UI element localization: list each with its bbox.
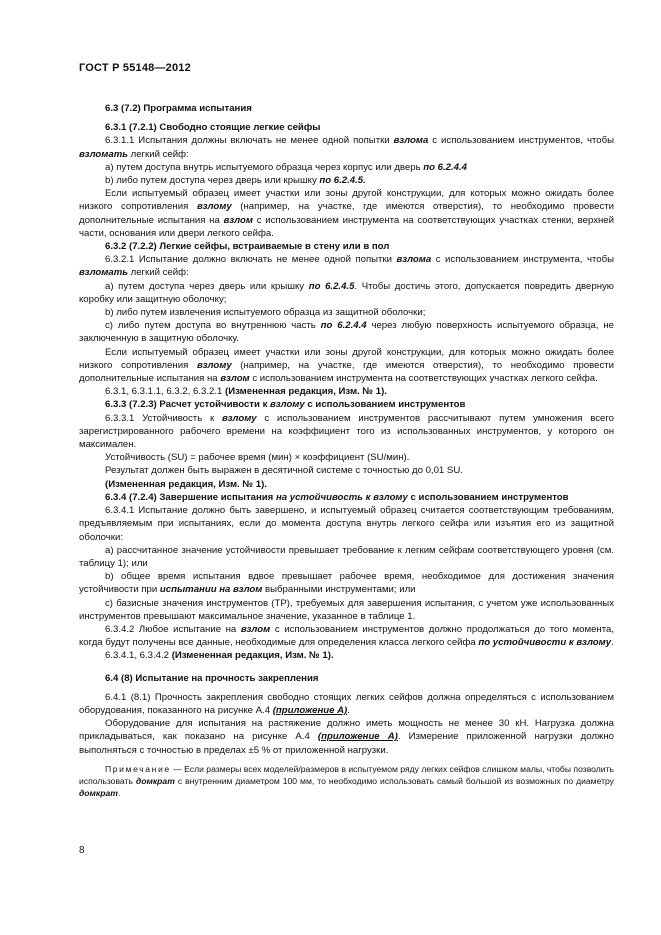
text-run: по 6.2.4.4 [320, 320, 367, 332]
paragraph [79, 412, 614, 452]
text-run: (Измененная редакция, Изм. № 1). [105, 478, 267, 490]
paragraph [79, 385, 614, 398]
text-run: . Чтобы достичь этого, допускается повредить дверную коробку или защитную оболочку; [79, 280, 614, 305]
paragraph [79, 306, 614, 319]
paragraph [79, 319, 614, 345]
paragraph [79, 187, 614, 240]
text-run: с использованием инструмента на соответствующих участках легкого сейфа. [249, 373, 598, 385]
text-run: по 6.2.4.4 [423, 161, 467, 173]
text-run: c) базисные значения инструментов (ТР), требуемых для завершения испытания, с учетом уже использованных инструментов превышают максимальное значение, указанное в таблице 1. [79, 597, 614, 622]
text-run: Оборудование для испытания на растяжение должно иметь мощность не менее 30 кН. Нагрузка должна прикладываться, как показано на рисунке А.4 [79, 718, 614, 743]
text-run: 6.3.4 (7.2.4) Завершение испытания [105, 491, 276, 503]
paragraph [79, 763, 614, 799]
text-run: с использованием инструментов рассчитывают путем умножения всего зарегистрированного рабочего времени на коэффициент того из использованных инструментов, у которого он максимален. [79, 412, 614, 451]
text-run: c) либо путем доступа во внутреннюю часть [105, 320, 321, 332]
paragraph [79, 240, 614, 253]
text-run: (приложение А) [272, 704, 348, 716]
text-run: Устойчивость (SU) = рабочее время (мин) × коэффициент (SU/мин). [105, 452, 410, 464]
text-run: выбранными инструментами; или [262, 584, 416, 596]
text-run: . [611, 637, 614, 649]
text-run: (например, на участке, где имеются отверстия), то необходимо провести дополнительные испытания на [79, 359, 615, 385]
text-run: взломать [79, 148, 128, 160]
paragraph [79, 491, 614, 504]
text-run: Примечание [105, 763, 171, 774]
text-run: с использованием инструментов [304, 399, 466, 411]
text-run: b) общее время испытания вдвое превышает рабочее время, необходимое для достижения значения устойчивости при [79, 571, 614, 596]
text-run: взлому [221, 412, 257, 424]
page-number: 8 [79, 845, 85, 856]
text-run: взлом [220, 373, 250, 385]
text-run: . [347, 704, 350, 716]
text-run: b) либо путем доступа через дверь или крышку [105, 175, 320, 187]
text-run: (например, на участке, где имеются отверстия), то необходимо провести дополнительные испытания на [79, 201, 615, 226]
text-run: a) рассчитанное значение устойчивости превышает требование к легким сейфам соответствующего уровня (см. таблицу 1); или [79, 544, 614, 569]
paragraph [79, 102, 614, 115]
text-run: через любую поверхность испытуемого образца, не заключенную в защитную оболочку. [79, 320, 614, 345]
text-run: легкий сейф: [127, 267, 189, 279]
text-run: 6.3.2.1 Испытание должно включать не менее одной попытки [105, 254, 397, 266]
text-run: испытании на взлом [159, 584, 263, 596]
paragraph [79, 691, 614, 717]
paragraph [79, 544, 614, 570]
text-run: 6.4.1 (8.1) Прочность закрепления свободно стоящих легких сейфов должна определяться с использованием оборудования, показанного на рисунке А.4 [79, 691, 614, 716]
text-run: b) либо путем извлечения испытуемого образца из защитной оболочки; [105, 307, 426, 319]
text-run: с использованием инструментов должно продолжаться до того момента, когда будут получены все данные, необходимые для определения класса легкого сейфа [79, 623, 614, 649]
paragraph [79, 346, 614, 386]
text-run: (приложение А) [317, 731, 398, 743]
text-run: 6.3.1 (7.2.1) Свободно стоящие легкие сейфы [105, 122, 321, 134]
text-run: с использованием инструментов, чтобы [428, 135, 614, 147]
text-run: 6.3.4.1, 6.3.4.2 [105, 650, 172, 662]
text-run: взлом [223, 214, 253, 226]
text-run: 6.3.2 (7.2.2) Легкие сейфы, встраиваемые в стену или в пол [105, 241, 390, 253]
text-run: . [117, 787, 121, 798]
document-body [79, 93, 614, 799]
paragraph [79, 398, 614, 411]
text-run: взлому [196, 201, 232, 213]
paragraph [79, 478, 614, 491]
paragraph [79, 161, 614, 174]
text-run: домкрат [135, 775, 175, 786]
text-run: с использованием инструментов [407, 491, 569, 503]
paragraph [79, 280, 614, 306]
text-run: с внутренним диаметром 100 мм, то необходимо использовать самый большой из возможных по диаметру [174, 775, 614, 786]
text-run: взлома [393, 135, 429, 147]
paragraph [79, 649, 614, 662]
text-run: 6.3 (7.2) Программа испытания [105, 103, 252, 114]
text-run: легкий сейф: [127, 148, 189, 160]
text-run: 6.3.3.1 Устойчивость к [105, 412, 222, 424]
text-run: взлому [270, 399, 305, 411]
paragraph [79, 253, 614, 279]
text-run: взлому [196, 359, 232, 371]
text-run: (Измененная редакция, Изм. № 1). [171, 650, 334, 662]
paragraph [79, 464, 614, 477]
text-run: Результат должен быть выражен в десятичной системе с точностью до 0,01 SU. [105, 465, 463, 477]
paragraph [79, 451, 614, 464]
text-run: a) путем доступа через дверь или крышку [105, 280, 309, 292]
text-run: 6.3.4.2 Любое испытание на [105, 623, 241, 635]
text-run: (Измененная редакция, Изм. № 1). [225, 386, 387, 398]
paragraph [79, 504, 614, 544]
text-run: с использованием инструмента, чтобы [431, 254, 614, 266]
text-run: взлома [396, 254, 432, 266]
paragraph [79, 717, 614, 757]
text-run: . Измерение приложенной нагрузки должно выполняться с точностью в пределах ±5 % от приложенной нагрузки. [79, 731, 615, 756]
paragraph [79, 134, 614, 160]
text-run: по устойчивости к взлому [478, 637, 612, 649]
text-run: 6.4 (8) Испытание на прочность закрепления [105, 672, 319, 684]
text-run: a) путем доступа внутрь испытуемого образца через корпус или дверь [105, 161, 424, 173]
paragraph [79, 174, 614, 187]
text-run: с использованием инструмента на соответствующих участках стенки, верхней части, основания или двери легкого сейфа. [79, 214, 614, 239]
text-run: взлом [240, 623, 271, 635]
text-run: домкрат [79, 787, 118, 798]
text-run: 6.3.3 (7.2.3) Расчет устойчивости к [105, 399, 271, 411]
text-run: Если испытуемый образец имеет участки или зоны другой конструкции, для которых можно ожидать более низкого сопротивления [79, 188, 614, 213]
text-run: — Если размеры всех моделей/размеров в испытуемом ряду легких сейфов слишком малы, чтобы позволить использовать [79, 763, 614, 786]
text-run: взломать [79, 267, 128, 279]
standard-header: ГОСТ Р 55148—2012 [79, 62, 191, 74]
paragraph [79, 570, 614, 596]
text-run: Если испытуемый образец имеет участки или зоны другой конструкции, для которых можно ожидать более низкого сопротивления [79, 346, 614, 371]
paragraph [79, 672, 614, 685]
text-run: по 6.2.4.5. [319, 175, 366, 187]
text-run: по 6.2.4.5 [308, 280, 355, 292]
paragraph [79, 121, 614, 134]
text-run: 6.3.4.1 Испытание должно быть завершено, и испытуемый образец считается соответствующим требованиям, предъявляемым при испытаниях, если до момента доступа внутрь легкого сейфа или изъятия его из защитной оболочки: [79, 505, 614, 543]
text-run: 6.3.1.1 Испытания должны включать не менее одной попытки [105, 135, 394, 147]
text-run: на устойчивость к взлому [275, 491, 408, 503]
paragraph [79, 623, 614, 649]
text-run: 6.3.1, 6.3.1.1, 6.3.2, 6.3.2.1 [105, 386, 226, 398]
paragraph [79, 597, 614, 623]
